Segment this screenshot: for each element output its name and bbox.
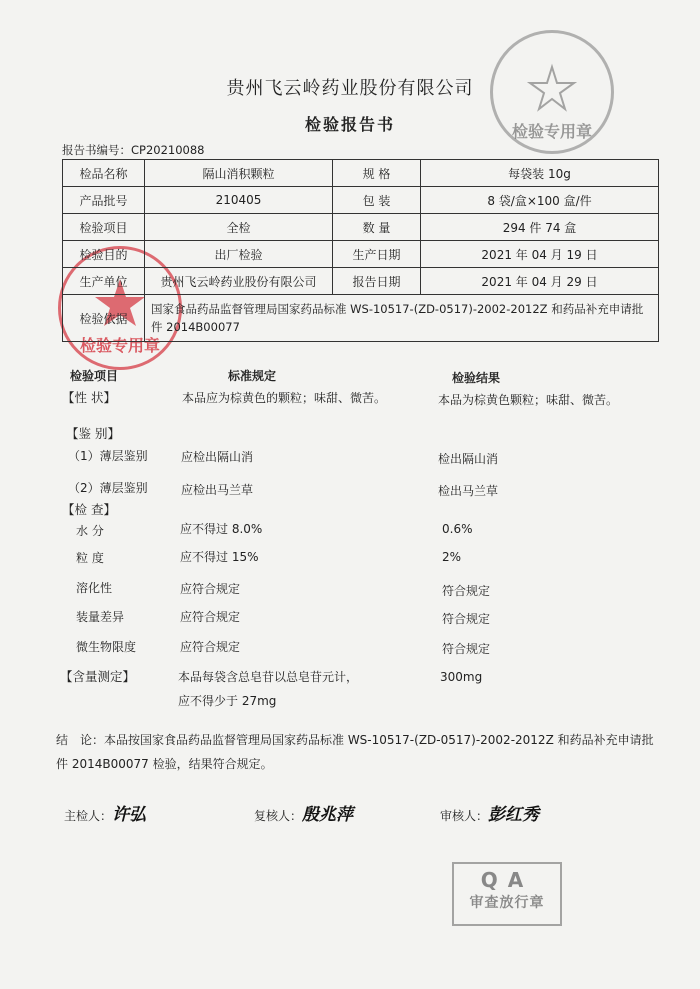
microbial-limit-label: 微生物限度 <box>76 640 137 654</box>
section-identification: 【鉴 别】 <box>66 426 120 441</box>
granularity-result: 2% <box>442 550 462 564</box>
value-test-item: 全检 <box>145 214 333 241</box>
table-row <box>63 241 659 268</box>
value-spec: 每袋装 10g <box>421 160 659 187</box>
column-header-result: 检验结果 <box>452 371 501 385</box>
label-production-date: 生产日期 <box>333 241 421 268</box>
qa-stamp-small-text: 审查放行章 <box>469 895 545 911</box>
label-manufacturer: 生产单位 <box>63 268 145 295</box>
reviewer-signature <box>254 800 353 825</box>
qa-release-stamp <box>452 862 562 926</box>
assay-standard-line2: 应不得少于 27mg <box>178 694 277 708</box>
seal-center-text: 检验专用章 <box>79 336 160 355</box>
section-assay: 【含量测定】 <box>60 669 136 684</box>
table-row <box>63 214 659 241</box>
table-row <box>63 295 659 342</box>
label-basis: 检验依据 <box>63 295 145 342</box>
inspector-signature <box>64 800 146 825</box>
section-character: 【性 状】 <box>62 390 116 405</box>
water-label: 水 分 <box>76 524 104 538</box>
granularity-label: 粒 度 <box>76 551 104 565</box>
solubility-result: 符合规定 <box>442 584 491 598</box>
column-header-standard: 标准规定 <box>228 369 277 383</box>
table-row <box>63 160 659 187</box>
label-test-item: 检验项目 <box>63 214 145 241</box>
column-header-item: 检验项目 <box>70 369 119 383</box>
value-product-name: 隔山消积颗粒 <box>145 160 333 187</box>
water-result: 0.6% <box>442 522 473 536</box>
value-quantity: 294 件 74 盒 <box>421 214 659 241</box>
value-basis: 国家食品药品监督管理局国家药品标准 WS-10517-(ZD-0517)-2002-2012Z 和药品补充申请批件 2014B00077 <box>145 295 659 342</box>
value-report-date: 2021 年 04 月 29 日 <box>421 268 659 295</box>
value-package: 8 袋/盒×100 盒/件 <box>421 187 659 214</box>
label-batch: 产品批号 <box>63 187 145 214</box>
table-row <box>63 187 659 214</box>
approver-handwriting: 彭红秀 <box>488 805 540 825</box>
identification-2-result: 检出马兰草 <box>438 484 499 498</box>
granularity-standard: 应不得过 15% <box>180 550 259 564</box>
table-row <box>63 268 659 295</box>
qa-stamp-big-text: QA <box>480 868 534 892</box>
character-standard: 本品应为棕黄色的颗粒；味甜、微苦。 <box>182 391 387 405</box>
identification-1-standard: 应检出隔山消 <box>181 450 254 464</box>
assay-result: 300mg <box>440 670 483 684</box>
section-check: 【检 查】 <box>62 502 116 517</box>
fill-variation-label: 装量差异 <box>76 610 125 624</box>
identification-2-standard: 应检出马兰草 <box>181 483 254 497</box>
solubility-label: 溶化性 <box>76 581 113 595</box>
identification-2-label: （2）薄层鉴别 <box>68 481 148 495</box>
company-name: 贵州飞云岭药业股份有限公司 <box>226 78 474 99</box>
fill-variation-result: 符合规定 <box>442 612 491 626</box>
character-result: 本品为棕黄色颗粒；味甜、微苦。 <box>438 393 619 407</box>
label-quantity: 数 量 <box>333 214 421 241</box>
assay-standard-line1: 本品每袋含总皂苷以总皂苷元计， <box>178 670 359 684</box>
solubility-standard: 应符合规定 <box>180 582 241 596</box>
label-product-name: 检品名称 <box>63 160 145 187</box>
label-package: 包 装 <box>333 187 421 214</box>
inspector-handwriting: 许弘 <box>112 805 147 825</box>
value-purpose: 出厂检验 <box>145 241 333 268</box>
inspector-label: 主检人： <box>64 809 113 823</box>
reviewer-label: 复核人： <box>254 809 303 823</box>
value-manufacturer: 贵州飞云岭药业股份有限公司 <box>145 268 333 295</box>
approver-signature <box>440 800 539 825</box>
label-spec: 规 格 <box>333 160 421 187</box>
microbial-limit-standard: 应符合规定 <box>180 640 241 654</box>
conclusion-text: 结 论：本品按国家食品药品监督管理局国家药品标准 WS-10517-(ZD-0517)-2002-2012Z 和药品补充申请批件 2014B00077 检验，结果符合规定。 <box>56 733 654 771</box>
value-batch: 210405 <box>145 187 333 214</box>
identification-1-result: 检出隔山消 <box>438 452 499 466</box>
reviewer-handwriting: 殷兆萍 <box>302 805 354 825</box>
report-number: 报告书编号：CP20210088 <box>62 143 205 157</box>
identification-1-label: （1）薄层鉴别 <box>68 449 148 463</box>
label-report-date: 报告日期 <box>333 268 421 295</box>
report-header-table <box>62 159 659 342</box>
fill-variation-standard: 应符合规定 <box>180 610 241 624</box>
label-purpose: 检验目的 <box>63 241 145 268</box>
approver-label: 审核人： <box>440 809 489 823</box>
report-title: 检验报告书 <box>304 115 395 134</box>
water-standard: 应不得过 8.0% <box>180 522 263 536</box>
microbial-limit-result: 符合规定 <box>442 642 491 656</box>
seal-center-text: 检验专用章 <box>511 122 592 141</box>
value-production-date: 2021 年 04 月 19 日 <box>421 241 659 268</box>
